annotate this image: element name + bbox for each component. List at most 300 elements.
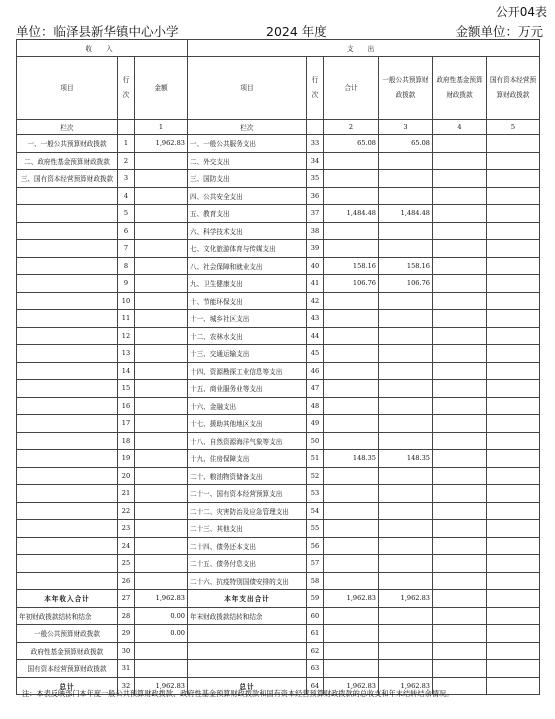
- col-index-label-left: 栏次: [17, 120, 118, 135]
- table-row: [17, 432, 540, 450]
- table-row: [17, 485, 540, 503]
- expense-state-capital: [487, 170, 540, 188]
- expense-total: [324, 520, 379, 538]
- expense-state-capital: [487, 572, 540, 590]
- expense-line-no: 35: [307, 170, 324, 188]
- income-item: [17, 415, 118, 433]
- income-amount: [135, 327, 188, 345]
- expense-state-capital: [487, 450, 540, 468]
- expense-state-capital: [487, 257, 540, 275]
- income-item: [17, 555, 118, 573]
- carryover-expense-total: [324, 660, 379, 678]
- annual-total-row: [17, 590, 540, 608]
- expense-state-capital: [487, 520, 540, 538]
- expense-item: 十一、城乡社区支出: [188, 310, 307, 328]
- income-amount: [135, 275, 188, 293]
- income-total-label: 本年收入合计: [17, 590, 118, 608]
- expense-line-no: 44: [307, 327, 324, 345]
- expense-state-capital: [487, 292, 540, 310]
- table-row: [17, 555, 540, 573]
- income-amount: [135, 520, 188, 538]
- carryover-expense-item: [188, 642, 307, 660]
- expense-line-no: 46: [307, 362, 324, 380]
- expense-gov-fund: [433, 485, 487, 503]
- expense-gov-fund: [433, 362, 487, 380]
- carryover-expense-item: [188, 625, 307, 643]
- income-item: [17, 572, 118, 590]
- carryover-row: [17, 607, 540, 625]
- expense-gov-fund: [433, 240, 487, 258]
- income-item: 二、政府性基金预算财政拨款: [17, 152, 118, 170]
- carryover-income-amount: [135, 660, 188, 678]
- expense-total-gov-fund: [433, 590, 487, 608]
- expense-total: [324, 152, 379, 170]
- expense-item: 六、科学技术支出: [188, 222, 307, 240]
- col-index-blank-left: [118, 120, 135, 135]
- grand-total-left-label: 总计: [17, 677, 118, 695]
- grand-total-left-amount: 1,962.83: [135, 677, 188, 695]
- income-item: [17, 187, 118, 205]
- carryover-expense-state-capital: [487, 660, 540, 678]
- expense-line-no: 33: [307, 135, 324, 153]
- carryover-income-line-no: 31: [118, 660, 135, 678]
- table-row: [17, 415, 540, 433]
- expense-line-no: 54: [307, 502, 324, 520]
- expense-state-capital: [487, 362, 540, 380]
- expense-gov-fund: [433, 310, 487, 328]
- income-line-no: 11: [118, 310, 135, 328]
- expense-total: [324, 345, 379, 363]
- expense-general: 65.08: [379, 135, 433, 153]
- expense-line-no: 56: [307, 537, 324, 555]
- expense-line-no: 38: [307, 222, 324, 240]
- expense-line-no: 37: [307, 205, 324, 223]
- expense-state-capital: [487, 327, 540, 345]
- income-total-amount: 1,962.83: [135, 590, 188, 608]
- income-amount: [135, 555, 188, 573]
- income-line-no: 13: [118, 345, 135, 363]
- income-item: [17, 380, 118, 398]
- carryover-expense-general: [379, 660, 433, 678]
- expense-total: 158.16: [324, 257, 379, 275]
- expense-item: 十三、交通运输支出: [188, 345, 307, 363]
- expense-general: [379, 572, 433, 590]
- expense-general: [379, 362, 433, 380]
- col-index-3: 3: [379, 120, 433, 135]
- col-index-4: 4: [433, 120, 487, 135]
- income-amount: [135, 205, 188, 223]
- expense-gov-fund: [433, 275, 487, 293]
- table-row: [17, 292, 540, 310]
- income-line-no: 10: [118, 292, 135, 310]
- income-line-no: 16: [118, 397, 135, 415]
- income-line-no: 2: [118, 152, 135, 170]
- col-header-total: 合计: [324, 57, 379, 120]
- income-line-no: 26: [118, 572, 135, 590]
- income-item: 一、一般公共预算财政拨款: [17, 135, 118, 153]
- col-header-line-left: 行次: [118, 57, 135, 120]
- expense-total: [324, 362, 379, 380]
- table-row: [17, 327, 540, 345]
- expense-general: 148.35: [379, 450, 433, 468]
- income-line-no: 7: [118, 240, 135, 258]
- expense-state-capital: [487, 467, 540, 485]
- carryover-expense-state-capital: [487, 607, 540, 625]
- expense-total: [324, 292, 379, 310]
- table-row: [17, 502, 540, 520]
- expense-general: [379, 555, 433, 573]
- carryover-income-item: 一般公共预算财政拨款: [17, 625, 118, 643]
- income-line-no: 23: [118, 520, 135, 538]
- carryover-expense-general: [379, 625, 433, 643]
- expense-general: [379, 152, 433, 170]
- expense-state-capital: [487, 380, 540, 398]
- expense-gov-fund: [433, 257, 487, 275]
- expense-total: [324, 415, 379, 433]
- report-header: [16, 22, 543, 38]
- expense-gov-fund: [433, 205, 487, 223]
- expense-general: [379, 537, 433, 555]
- carryover-expense-gov-fund: [433, 607, 487, 625]
- table-row: [17, 170, 540, 188]
- carryover-income-line-no: 29: [118, 625, 135, 643]
- col-header-item-left: 项目: [17, 57, 118, 120]
- income-total-line-no: 27: [118, 590, 135, 608]
- expense-general: [379, 345, 433, 363]
- expense-line-no: 49: [307, 415, 324, 433]
- expense-general: 106.76: [379, 275, 433, 293]
- income-line-no: 15: [118, 380, 135, 398]
- expense-total: [324, 572, 379, 590]
- expense-gov-fund: [433, 572, 487, 590]
- carryover-expense-item: [188, 660, 307, 678]
- expense-state-capital: [487, 240, 540, 258]
- col-header-amount: 金额: [135, 57, 188, 120]
- carryover-income-line-no: 28: [118, 607, 135, 625]
- expense-general: [379, 397, 433, 415]
- expense-item: 十六、金融支出: [188, 397, 307, 415]
- expense-line-no: 36: [307, 187, 324, 205]
- income-line-no: 22: [118, 502, 135, 520]
- table-row: [17, 310, 540, 328]
- expense-state-capital: [487, 187, 540, 205]
- expense-gov-fund: [433, 450, 487, 468]
- expense-item: 一、一般公共服务支出: [188, 135, 307, 153]
- expense-item: 二十二、灾害防治及应急管理支出: [188, 502, 307, 520]
- expense-general: [379, 520, 433, 538]
- income-item: [17, 310, 118, 328]
- expense-line-no: 58: [307, 572, 324, 590]
- income-item: [17, 205, 118, 223]
- expense-item: 十、节能环保支出: [188, 292, 307, 310]
- income-line-no: 18: [118, 432, 135, 450]
- income-line-no: 25: [118, 555, 135, 573]
- col-index-5: 5: [487, 120, 540, 135]
- expense-total: [324, 222, 379, 240]
- carryover-expense-total: [324, 625, 379, 643]
- expense-gov-fund: [433, 537, 487, 555]
- income-line-no: 5: [118, 205, 135, 223]
- expense-total: [324, 555, 379, 573]
- income-item: [17, 222, 118, 240]
- expense-total: 148.35: [324, 450, 379, 468]
- expense-line-no: 40: [307, 257, 324, 275]
- expense-item: 十四、资源勘探工业信息等支出: [188, 362, 307, 380]
- carryover-expense-state-capital: [487, 642, 540, 660]
- expense-item: 十二、农林水支出: [188, 327, 307, 345]
- income-line-no: 12: [118, 327, 135, 345]
- col-header-gov-fund: 政府性基金预算财政拨款: [433, 57, 487, 120]
- table-row: [17, 362, 540, 380]
- income-amount: [135, 537, 188, 555]
- table-row: [17, 135, 540, 153]
- expense-item: 十八、自然资源海洋气象等支出: [188, 432, 307, 450]
- expense-line-no: 50: [307, 432, 324, 450]
- income-item: [17, 362, 118, 380]
- expense-line-no: 34: [307, 152, 324, 170]
- expense-total: [324, 240, 379, 258]
- expense-general: [379, 187, 433, 205]
- income-item: [17, 502, 118, 520]
- expense-gov-fund: [433, 345, 487, 363]
- income-line-no: 20: [118, 467, 135, 485]
- carryover-expense-gov-fund: [433, 625, 487, 643]
- expense-general: [379, 485, 433, 503]
- table-row: [17, 187, 540, 205]
- expense-general: [379, 467, 433, 485]
- expense-item: 二十三、其他支出: [188, 520, 307, 538]
- expense-gov-fund: [433, 170, 487, 188]
- expense-item: 七、文化旅游体育与传媒支出: [188, 240, 307, 258]
- expense-gov-fund: [433, 187, 487, 205]
- carryover-expense-general: [379, 642, 433, 660]
- income-line-no: 24: [118, 537, 135, 555]
- carryover-income-item: 政府性基金预算财政拨款: [17, 642, 118, 660]
- expense-item: 五、教育支出: [188, 205, 307, 223]
- table-row: [17, 345, 540, 363]
- income-amount: [135, 152, 188, 170]
- expense-item: 二十、粮油物资储备支出: [188, 467, 307, 485]
- expense-total-label: 本年支出合计: [188, 590, 307, 608]
- income-item: [17, 432, 118, 450]
- expense-general: 158.16: [379, 257, 433, 275]
- expense-total: [324, 432, 379, 450]
- expense-general: 1,484.48: [379, 205, 433, 223]
- carryover-expense-line-no: 62: [307, 642, 324, 660]
- expense-item: 三、国防支出: [188, 170, 307, 188]
- table-row: [17, 275, 540, 293]
- income-amount: [135, 415, 188, 433]
- budget-table: [16, 39, 540, 695]
- table-row: [17, 380, 540, 398]
- income-item: [17, 537, 118, 555]
- carryover-income-item: 年初财政拨款结转和结余: [17, 607, 118, 625]
- expense-general: [379, 415, 433, 433]
- expense-state-capital: [487, 222, 540, 240]
- expense-total-general: 1,962.83: [379, 590, 433, 608]
- carryover-income-item: 国有资本经营预算财政拨款: [17, 660, 118, 678]
- table-row: [17, 467, 540, 485]
- expense-gov-fund: [433, 380, 487, 398]
- income-item: [17, 520, 118, 538]
- expense-state-capital: [487, 415, 540, 433]
- expense-total: [324, 170, 379, 188]
- income-amount: [135, 485, 188, 503]
- table-row: [17, 520, 540, 538]
- table-row: [17, 537, 540, 555]
- table-row: [17, 240, 540, 258]
- expense-item: 二、外交支出: [188, 152, 307, 170]
- carryover-expense-total: [324, 607, 379, 625]
- income-amount: [135, 467, 188, 485]
- expense-total: [324, 467, 379, 485]
- income-item: [17, 345, 118, 363]
- expense-total: [324, 327, 379, 345]
- income-amount: [135, 380, 188, 398]
- expense-gov-fund: [433, 502, 487, 520]
- expense-line-no: 39: [307, 240, 324, 258]
- expense-total-total: 1,962.83: [324, 590, 379, 608]
- expense-item: 二十六、抗疫特别国债安排的支出: [188, 572, 307, 590]
- income-line-no: 6: [118, 222, 135, 240]
- expense-gov-fund: [433, 555, 487, 573]
- expense-state-capital: [487, 152, 540, 170]
- expense-gov-fund: [433, 415, 487, 433]
- expense-gov-fund: [433, 397, 487, 415]
- table-row: [17, 450, 540, 468]
- expense-state-capital: [487, 537, 540, 555]
- carryover-expense-line-no: 60: [307, 607, 324, 625]
- year-label: 2024 年度: [266, 24, 327, 39]
- income-item: [17, 450, 118, 468]
- income-amount: [135, 572, 188, 590]
- carryover-expense-line-no: 61: [307, 625, 324, 643]
- income-section-header: 收 入: [17, 40, 188, 57]
- grand-total-left-line-no: 32: [118, 677, 135, 695]
- expense-state-capital: [487, 345, 540, 363]
- expense-total: [324, 310, 379, 328]
- expense-gov-fund: [433, 292, 487, 310]
- expense-item: 九、卫生健康支出: [188, 275, 307, 293]
- grand-total-right-total: 1,962.83: [324, 677, 379, 695]
- expense-total: [324, 187, 379, 205]
- expense-state-capital: [487, 135, 540, 153]
- expense-line-no: 42: [307, 292, 324, 310]
- carryover-expense-gov-fund: [433, 642, 487, 660]
- table-row: [17, 222, 540, 240]
- expense-line-no: 47: [307, 380, 324, 398]
- expense-general: [379, 240, 433, 258]
- expense-state-capital: [487, 485, 540, 503]
- expense-gov-fund: [433, 152, 487, 170]
- income-line-no: 17: [118, 415, 135, 433]
- expense-line-no: 53: [307, 485, 324, 503]
- income-amount: [135, 240, 188, 258]
- col-header-item-right: 项目: [188, 57, 307, 120]
- col-header-line-right: 行次: [307, 57, 324, 120]
- income-line-no: 8: [118, 257, 135, 275]
- expense-gov-fund: [433, 467, 487, 485]
- expense-line-no: 51: [307, 450, 324, 468]
- expense-total: [324, 380, 379, 398]
- income-line-no: 19: [118, 450, 135, 468]
- footnote: 注：本表反映部门本年度一般公共预算财政拨款、政府性基金预算财政拨款和国有资本经营预算财政拨款的总收支和年末结转结余情况。: [22, 689, 454, 698]
- income-item: [17, 467, 118, 485]
- table-row: [17, 397, 540, 415]
- expense-total: [324, 502, 379, 520]
- income-item: [17, 292, 118, 310]
- expense-line-no: 52: [307, 467, 324, 485]
- carryover-income-amount: [135, 642, 188, 660]
- carryover-row: [17, 642, 540, 660]
- col-index-1: 1: [135, 120, 188, 135]
- expense-item: 二十四、债务还本支出: [188, 537, 307, 555]
- income-amount: [135, 292, 188, 310]
- expense-total: 106.76: [324, 275, 379, 293]
- col-index-blank-right: [307, 120, 324, 135]
- table-row: [17, 257, 540, 275]
- col-header-state-capital: 国有资本经营预算财政拨款: [487, 57, 540, 120]
- expense-state-capital: [487, 275, 540, 293]
- table-row: [17, 205, 540, 223]
- amount-unit-label: 金额单位：万元: [455, 24, 543, 39]
- col-header-general-budget: 一般公共预算财政拨款: [379, 57, 433, 120]
- expense-line-no: 43: [307, 310, 324, 328]
- expense-general: [379, 327, 433, 345]
- expense-general: [379, 222, 433, 240]
- expense-total: [324, 537, 379, 555]
- carryover-expense-general: [379, 607, 433, 625]
- carryover-row: [17, 625, 540, 643]
- expense-section-header: 支 出: [188, 40, 540, 57]
- income-amount: [135, 450, 188, 468]
- expense-gov-fund: [433, 432, 487, 450]
- income-amount: 1,962.83: [135, 135, 188, 153]
- income-line-no: 9: [118, 275, 135, 293]
- income-amount: [135, 187, 188, 205]
- expense-line-no: 48: [307, 397, 324, 415]
- income-line-no: 4: [118, 187, 135, 205]
- carryover-income-amount: 0.00: [135, 607, 188, 625]
- expense-item: 十九、住房保障支出: [188, 450, 307, 468]
- expense-state-capital: [487, 432, 540, 450]
- income-amount: [135, 362, 188, 380]
- income-amount: [135, 397, 188, 415]
- carryover-expense-state-capital: [487, 625, 540, 643]
- grand-total-right-general: 1,962.83: [379, 677, 433, 695]
- table-row: [17, 572, 540, 590]
- carryover-row: [17, 660, 540, 678]
- expense-general: [379, 292, 433, 310]
- income-item: [17, 257, 118, 275]
- income-line-no: 14: [118, 362, 135, 380]
- expense-item: 八、社会保障和就业支出: [188, 257, 307, 275]
- expense-item: 十七、援助其他地区支出: [188, 415, 307, 433]
- expense-general: [379, 432, 433, 450]
- income-amount: [135, 345, 188, 363]
- expense-item: 十五、商业服务业等支出: [188, 380, 307, 398]
- form-code: 公开04表: [495, 5, 547, 19]
- expense-general: [379, 502, 433, 520]
- grand-total-right-state-capital: [487, 677, 540, 695]
- income-item: [17, 240, 118, 258]
- expense-item: 四、公共安全支出: [188, 187, 307, 205]
- expense-state-capital: [487, 502, 540, 520]
- expense-gov-fund: [433, 222, 487, 240]
- income-item: 三、国有资本经营预算财政拨款: [17, 170, 118, 188]
- grand-total-right-line-no: 64: [307, 677, 324, 695]
- income-item: [17, 275, 118, 293]
